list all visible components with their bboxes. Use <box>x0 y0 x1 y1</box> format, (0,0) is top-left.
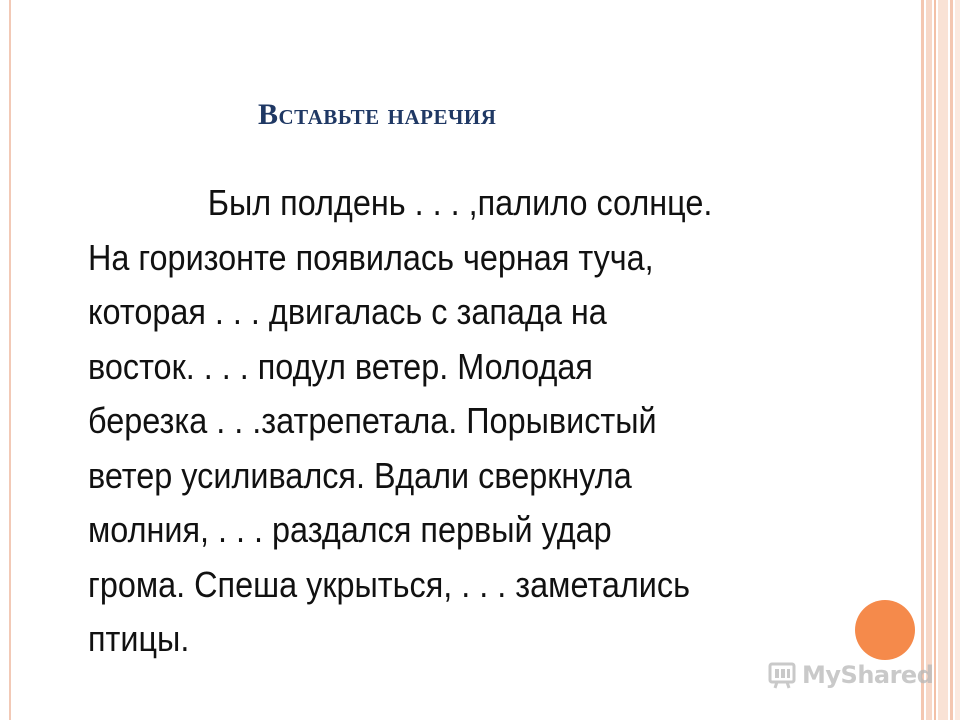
exercise-text <box>88 176 848 667</box>
myshared-logo-icon <box>768 660 798 690</box>
orange-circle-decor <box>855 600 915 660</box>
text-line: птицы. <box>88 618 190 659</box>
text-line: Был полдень . . . ,палило солнце. <box>207 182 713 223</box>
slide-title: Вставьте наречия <box>258 98 497 131</box>
watermark-text: MyShared <box>802 661 934 689</box>
right-decor-stripe <box>921 0 924 720</box>
text-line: березка . . .затрепетала. Порывистый <box>88 400 657 441</box>
text-line: грома. Спеша укрыться, . . . заметались <box>88 563 690 605</box>
text-line: восток. . . . подул ветер. Молодая <box>88 345 593 387</box>
text-line: которая . . . двигалась с запада на <box>88 291 607 332</box>
right-decor-stripe <box>955 0 960 720</box>
right-decor-stripe <box>934 0 936 720</box>
right-decor-stripe <box>938 0 948 720</box>
text-line: На горизонте появилась черная туча, <box>88 236 654 278</box>
watermark <box>768 655 933 695</box>
right-decor-stripe <box>926 0 932 720</box>
text-line: молния, . . . раздался первый удар <box>88 509 612 550</box>
right-decor-stripe <box>950 0 953 720</box>
text-line: ветер усиливался. Вдали сверкнула <box>88 454 632 496</box>
left-border-line <box>9 0 11 720</box>
